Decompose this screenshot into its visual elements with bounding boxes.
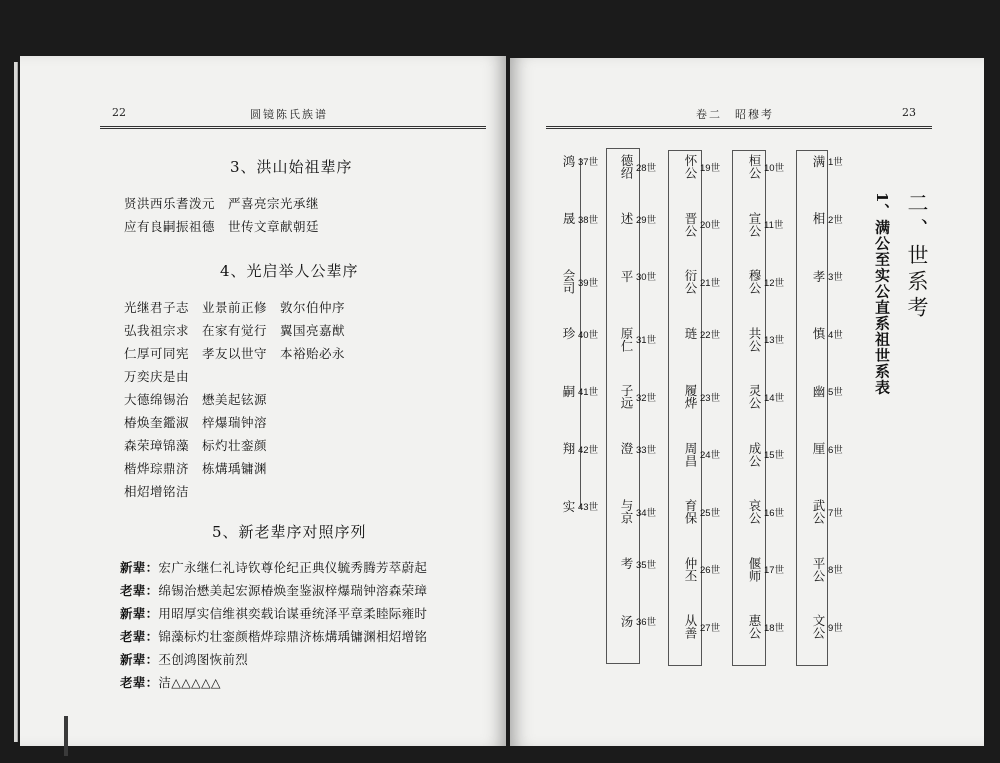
ancestor-name: 晟 — [561, 212, 576, 225]
text-line: 光继君子志 业景前正修 敦尔伯仲序 — [124, 300, 346, 315]
ancestor-name: 子远 — [619, 384, 634, 409]
ancestor-name: 惠公 — [747, 614, 762, 639]
generation-entry — [562, 499, 598, 513]
generation-entry — [748, 154, 784, 179]
compare-label: 老辈： — [120, 675, 159, 690]
ancestor-name: 述 — [619, 212, 634, 225]
generation-entry — [684, 154, 720, 179]
generation-entry — [684, 499, 720, 524]
generation-entry — [620, 614, 656, 628]
generation-entry — [812, 154, 843, 168]
generation-number: 38世 — [578, 214, 599, 226]
ancestor-name: 桓公 — [747, 154, 762, 179]
ancestor-name: 成公 — [747, 441, 762, 467]
generation-entry — [684, 384, 720, 409]
generation-entry — [684, 269, 720, 294]
generation-number: 33世 — [636, 444, 657, 456]
text-line: 仁厚可同宪 孝友以世守 本裕贻必永 — [124, 346, 346, 361]
left-header-title: 圆镜陈氏族谱 — [250, 108, 328, 121]
generation-entry — [748, 557, 784, 582]
ancestor-name: 实 — [561, 499, 576, 513]
table-subtitle: 1、满公至实公直系祖世系表 — [873, 192, 891, 396]
chapter-title: 二、世系考 — [905, 192, 929, 322]
generation-number: 6世 — [828, 444, 843, 456]
generation-number: 5世 — [828, 387, 843, 398]
ancestor-name: 平 — [619, 269, 634, 283]
generation-number: 1世 — [828, 157, 843, 168]
ancestor-name: 哀公 — [747, 499, 762, 524]
generation-number: 21世 — [700, 277, 721, 289]
compare-label: 新辈： — [120, 560, 159, 575]
generation-number: 2世 — [828, 214, 843, 226]
generation-entry — [812, 614, 843, 639]
generation-entry — [620, 384, 656, 409]
compare-text: 绵锡治懋美起宏源椿焕奎鉴淑梓爆瑞钟溶森荣璋 — [158, 583, 428, 598]
ancestor-name: 慎 — [811, 327, 826, 340]
ancestor-name: 澄 — [619, 442, 634, 455]
text-line: 万奕庆是由 — [124, 369, 190, 384]
generation-entry — [812, 384, 843, 398]
ancestor-name: 从善 — [683, 614, 698, 639]
compare-label: 新辈： — [120, 606, 159, 621]
generation-number: 11世 — [764, 220, 784, 231]
generation-number: 3世 — [828, 272, 843, 283]
text-line: 贤洪西乐耆泼元 严喜亮宗光承继 — [124, 196, 320, 211]
ancestor-name: 育保 — [683, 499, 698, 524]
generation-number: 40世 — [578, 329, 599, 341]
section-title: 3、洪山始祖辈序 — [230, 158, 353, 176]
generation-number: 18世 — [764, 622, 785, 634]
ancestor-name: 履烨 — [683, 384, 698, 409]
ancestor-name: 周昌 — [683, 441, 698, 467]
ancestor-name: 嗣 — [561, 384, 576, 398]
generation-entry — [684, 614, 720, 639]
ancestor-name: 幽 — [811, 384, 826, 398]
compare-text: 丕创鸿图恢前烈 — [158, 652, 249, 667]
generation-entry — [812, 557, 843, 582]
generation-entry — [562, 442, 598, 456]
generation-entry — [684, 442, 720, 467]
compare-text: 锦藻标灼壮銮颜楷烨琮鼎济栋煹瑀镛渊相炤增铭 — [158, 629, 428, 644]
generation-number: 32世 — [636, 392, 657, 404]
generation-number: 25世 — [700, 507, 721, 519]
generation-number: 14世 — [764, 392, 785, 404]
generation-number: 23世 — [700, 392, 721, 404]
generation-entry — [620, 327, 656, 352]
generation-entry — [748, 384, 784, 409]
section-title: 4、光启举人公辈序 — [220, 262, 359, 280]
ancestor-name: 会司 — [561, 269, 576, 294]
text-line: 椿焕奎鑑淑 梓爆瑞钟溶 — [124, 415, 268, 430]
generation-entry — [562, 212, 598, 226]
generation-number: 41世 — [578, 387, 599, 398]
ancestor-name: 厘 — [811, 442, 826, 455]
generation-entry — [748, 269, 784, 294]
ancestor-name: 珍 — [561, 327, 576, 340]
compare-label: 老辈： — [120, 583, 159, 598]
generation-number: 31世 — [636, 335, 657, 346]
generation-entry — [620, 212, 656, 226]
generation-number: 12世 — [764, 277, 785, 289]
generation-number: 16世 — [764, 507, 785, 519]
generation-number: 15世 — [764, 450, 785, 461]
generation-number: 9世 — [828, 622, 843, 634]
generation-entry — [684, 327, 720, 341]
generation-entry — [748, 442, 784, 467]
generation-number: 7世 — [828, 507, 843, 519]
ancestor-name: 晋公 — [683, 211, 698, 237]
ancestor-name: 鸿 — [561, 154, 576, 168]
ancestor-name: 共公 — [747, 326, 762, 352]
generation-entry — [748, 327, 784, 352]
generation-number: 13世 — [764, 335, 785, 346]
compare-label: 新辈： — [120, 652, 159, 667]
header-rule — [100, 126, 486, 129]
generation-number: 17世 — [764, 565, 785, 576]
generation-number: 39世 — [578, 277, 599, 289]
header-rule — [546, 126, 932, 129]
generation-number: 36世 — [636, 617, 657, 628]
ancestor-name: 德绍 — [619, 154, 634, 179]
text-line: 弘我祖宗求 在家有觉行 翼国亮嘉猷 — [124, 323, 346, 338]
ancestor-name: 武公 — [811, 499, 826, 524]
generation-entry — [812, 327, 843, 341]
text-line: 应有良嗣振祖德 世传文章献朝廷 — [124, 219, 320, 234]
generation-entry — [684, 557, 720, 582]
ancestor-name: 宣公 — [747, 211, 762, 237]
generation-entry — [562, 154, 598, 168]
generation-entry — [812, 212, 843, 226]
ancestor-name: 汤 — [619, 614, 634, 628]
compare-label: 老辈： — [120, 629, 159, 644]
text-line: 森荣璋锦藻 标灼壮銮颜 — [124, 438, 268, 453]
generation-entry — [748, 212, 783, 237]
generation-entry — [620, 154, 656, 179]
generation-number: 28世 — [636, 162, 657, 174]
ancestor-name: 怀公 — [683, 154, 698, 179]
generation-number: 26世 — [700, 565, 721, 576]
ancestor-name: 孝 — [811, 269, 826, 283]
generation-entry — [748, 499, 784, 524]
generation-number: 42世 — [578, 444, 599, 456]
generation-entry — [562, 384, 598, 398]
generation-entry — [620, 499, 656, 524]
text-line: 相炤增铭洁 — [124, 484, 190, 499]
left-page — [20, 56, 506, 746]
ancestor-name: 平公 — [811, 556, 826, 582]
right-header-title: 卷二 昭穆考 — [696, 108, 774, 121]
compare-text: 用昭厚实信维祺奕载诒谋垂统泽平章柔睦际雍时 — [158, 606, 428, 621]
generation-number: 20世 — [700, 220, 721, 231]
generation-entry — [562, 327, 598, 341]
generation-number: 10世 — [764, 162, 785, 174]
compare-text: 洁△△△△△ — [158, 675, 221, 690]
generation-number: 19世 — [700, 162, 721, 174]
page-number-left: 22 — [112, 106, 126, 119]
generation-entry — [812, 499, 843, 524]
ancestor-name: 相 — [811, 212, 826, 225]
generation-number: 43世 — [578, 502, 599, 513]
bookmark-ribbon — [64, 716, 68, 756]
text-line: 大德绵锡治 懋美起铉源 — [124, 392, 268, 407]
ancestor-name: 穆公 — [747, 269, 762, 294]
generation-entry — [620, 269, 656, 283]
generation-number: 35世 — [636, 559, 657, 571]
ancestor-name: 原仁 — [619, 326, 634, 352]
ancestor-name: 翔 — [561, 442, 576, 455]
generation-entry — [812, 442, 843, 456]
generation-number: 24世 — [700, 450, 721, 461]
compare-text: 宏广永继仁礼诗钦尊伦纪正典仪毓秀腾芳萃蔚起 — [158, 560, 428, 575]
ancestor-name: 偃师 — [747, 556, 762, 582]
generation-number: 30世 — [636, 272, 657, 283]
page-number-right: 23 — [902, 106, 916, 119]
generation-entry — [620, 442, 656, 456]
ancestor-name: 仲丕 — [683, 556, 698, 582]
generation-entry — [748, 614, 784, 639]
generation-entry — [684, 212, 720, 237]
generation-number: 22世 — [700, 329, 721, 341]
generation-entry — [812, 269, 843, 283]
ancestor-name: 衍公 — [683, 269, 698, 294]
right-page — [510, 58, 984, 746]
ancestor-name: 文公 — [811, 614, 826, 639]
lineage-column-frame — [796, 150, 828, 666]
ancestor-name: 满 — [811, 154, 826, 168]
generation-entry — [562, 269, 598, 294]
generation-number: 37世 — [578, 157, 599, 168]
generation-number: 27世 — [700, 622, 721, 634]
text-line: 楷烨琮鼎济 栋煹瑀镛渊 — [124, 461, 268, 476]
ancestor-name: 琏 — [683, 327, 698, 340]
generation-number: 34世 — [636, 507, 657, 519]
section-title: 5、新老辈序对照序列 — [212, 523, 367, 541]
ancestor-name: 考 — [619, 557, 634, 570]
generation-number: 4世 — [828, 329, 843, 341]
generation-number: 29世 — [636, 214, 657, 226]
ancestor-name: 与京 — [619, 499, 634, 524]
generation-entry — [620, 557, 656, 571]
generation-number: 8世 — [828, 565, 843, 576]
ancestor-name: 灵公 — [747, 384, 762, 409]
